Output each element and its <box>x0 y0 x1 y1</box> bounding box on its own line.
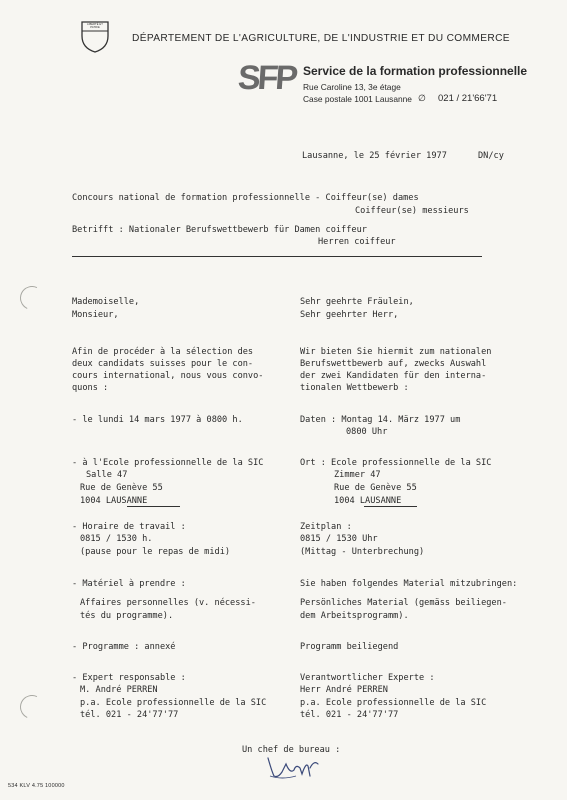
date-item-fr: - le lundi 14 mars 1977 à 0800 h. <box>72 415 243 425</box>
hours-item-de-3: (Mittag - Unterbrechung) <box>300 547 425 557</box>
address-line-1: Rue Caroline 13, 3e étage <box>303 82 401 92</box>
intro-de-line: Berufswettbewerb auf, zwecks Auswahl <box>300 359 487 369</box>
expert-item-fr-2: M. André PERREN <box>80 685 158 695</box>
programme-item-fr: - Programme : annexé <box>72 642 176 652</box>
form-code: 534 KLV 4.75 100000 <box>8 783 65 789</box>
intro-de-line: der zwei Kandidaten für den interna- <box>300 371 487 381</box>
sfp-logo: SFP <box>236 59 297 97</box>
place-item-fr-2: Salle 47 <box>86 470 128 480</box>
intro-fr-line: cours international, nous vous convo- <box>72 371 264 381</box>
material-item-de-1: Sie haben folgendes Material mitzubringen: <box>300 579 518 589</box>
material-item-fr-2: Affaires personnelles (v. nécessi- <box>80 598 256 608</box>
department-name: DÉPARTEMENT DE L'AGRICULTURE, DE L'INDUSTRIE ET DU COMMERCE <box>132 33 510 44</box>
programme-item-de: Programm beiliegend <box>300 642 399 652</box>
place-item-de-1: Ort : Ecole professionnelle de la SIC <box>300 458 492 468</box>
subject-divider <box>72 256 482 257</box>
intro-de-line: Wir bieten Sie hiermit zum nationalen <box>300 347 492 357</box>
reference: DN/cy <box>478 151 504 161</box>
expert-item-de-2: Herr André PERREN <box>300 685 388 695</box>
place-item-de-2: Zimmer 47 <box>334 470 381 480</box>
material-item-fr-1: - Matériel à prendre : <box>72 579 186 589</box>
hours-item-de-2: 0815 / 1530 Uhr <box>300 534 378 544</box>
material-item-fr-3: tés du programme). <box>80 611 174 621</box>
place-item-de-4: 1004 LAUSANNE <box>334 496 402 506</box>
material-item-de-3: dem Arbeitsprogramm). <box>300 611 409 621</box>
expert-item-de-3: p.a. Ecole professionnelle de la SIC <box>300 698 487 708</box>
salutation-de-1: Sehr geehrte Fräulein, <box>300 297 414 307</box>
place-item-fr-1: - à l'Ecole professionnelle de la SIC <box>72 458 264 468</box>
expert-item-de-1: Verantwortlicher Experte : <box>300 673 435 683</box>
phone-icon: ∅ <box>418 93 426 103</box>
place-item-fr-4: 1004 LAUSANNE <box>80 496 148 506</box>
phone-number: 021 / 21'66'71 <box>438 93 498 104</box>
salutation-de-2: Sehr geehrter Herr, <box>300 310 399 320</box>
salutation-fr-1: Mademoiselle, <box>72 297 140 307</box>
underline <box>364 506 417 507</box>
intro-de-line: tionalen Wettbewerb : <box>300 383 409 393</box>
intro-fr-line: quons : <box>72 383 109 393</box>
place-item-fr-3: Rue de Genève 55 <box>80 483 163 493</box>
closing-line: Un chef de bureau : <box>242 745 341 755</box>
canton-crest <box>80 20 110 54</box>
handwritten-signature <box>262 754 322 780</box>
hours-item-fr-3: (pause pour le repas de midi) <box>80 547 231 557</box>
salutation-fr-2: Monsieur, <box>72 310 119 320</box>
subject-fr-line-2: Coiffeur(se) messieurs <box>355 206 469 216</box>
place-item-de-3: Rue de Genève 55 <box>334 483 417 493</box>
underline <box>127 506 180 507</box>
hours-item-fr-1: - Horaire de travail : <box>72 522 186 532</box>
subject-de-line-1: Betrifft : Nationaler Berufswettbewerb für Damen coiffeur <box>72 225 367 235</box>
date-item-de-1: Daten : Montag 14. März 1977 um <box>300 415 461 425</box>
address-line-2: Case postale 1001 Lausanne <box>303 94 412 104</box>
intro-fr-line: Afin de procéder à la sélection des <box>72 347 254 357</box>
hours-item-fr-2: 0815 / 1530 h. <box>80 534 153 544</box>
punch-hole-mark <box>17 692 48 723</box>
expert-item-fr-1: - Expert responsable : <box>72 673 186 683</box>
intro-fr-line: deux candidats suisses pour le con- <box>72 359 254 369</box>
material-item-de-2: Persönliches Material (gemäss beiliegen- <box>300 598 507 608</box>
expert-item-fr-4: tél. 021 - 24'77'77 <box>80 710 179 720</box>
service-name: Service de la formation professionnelle <box>303 64 528 78</box>
subject-fr-line-1: Concours national de formation professionnelle - Coiffeur(se) dames <box>72 193 419 203</box>
hours-item-de-1: Zeitplan : <box>300 522 352 532</box>
crest-motto: LIBERTÉ ET PATRIE <box>87 23 103 29</box>
date-line: Lausanne, le 25 février 1977 <box>302 151 447 161</box>
expert-item-de-4: tél. 021 - 24'77'77 <box>300 710 399 720</box>
punch-hole-mark <box>17 283 48 314</box>
subject-de-line-2: Herren coiffeur <box>318 237 396 247</box>
expert-item-fr-3: p.a. Ecole professionnelle de la SIC <box>80 698 267 708</box>
date-item-de-2: 0800 Uhr <box>346 427 388 437</box>
